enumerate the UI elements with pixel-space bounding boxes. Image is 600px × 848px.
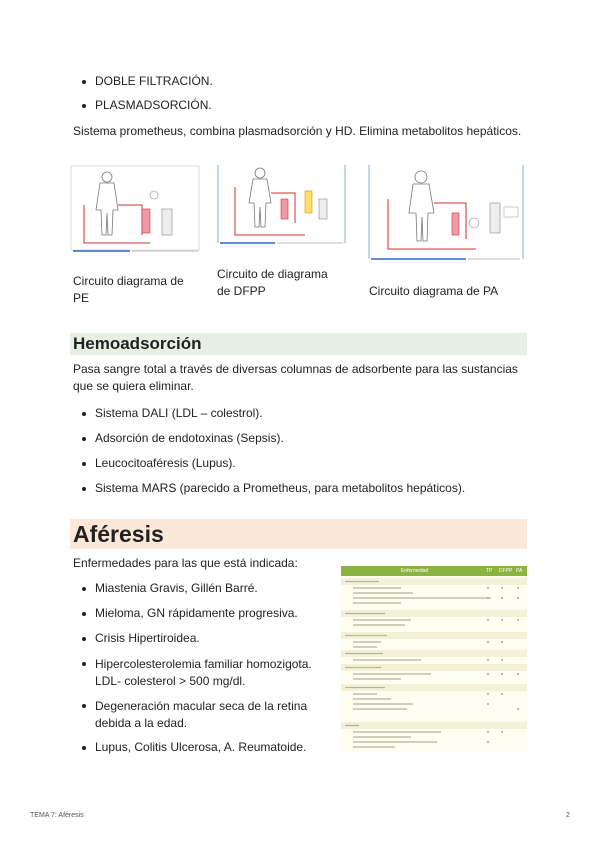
table-header-cell: TP: [486, 568, 493, 574]
top-bullet-list: [73, 74, 213, 113]
indications-table-image: [341, 566, 527, 752]
hemoadsorcion-intro: Pasa sangre total a través de diversas columnas de adsorbente para las sustancias que se quiera eliminar.: [73, 362, 518, 393]
list-item: Sistema DALI (LDL – colestrol).: [73, 406, 533, 421]
footer-page-number: 2: [566, 812, 570, 819]
pa-circuit-diagram-image: [366, 163, 526, 267]
pe-circuit-diagram-image: [70, 165, 200, 257]
figure-caption-pe: Circuito diagrama de PE: [73, 274, 184, 305]
figure-caption-dfpp: Circuito de diagrama de DFPP: [217, 267, 328, 298]
list-item: Leucocitoaféresis (Lupus).: [73, 456, 533, 471]
list-item: Miastenia Gravis, Gillén Barré.: [73, 581, 323, 596]
dfpp-circuit-diagram-image: [215, 163, 347, 247]
list-item: Mieloma, GN rápidamente progresiva.: [73, 606, 323, 621]
aferesis-intro: Enfermedades para las que está indicada:: [73, 556, 298, 570]
table-header-row: [341, 566, 527, 576]
list-item: Sistema MARS (parecido a Prometheus, para metabolitos hepáticos).: [73, 481, 533, 496]
list-item: Lupus, Colitis Ulcerosa, A. Reumatoide.: [73, 740, 323, 755]
list-item: Hipercolesterolemia familiar homozigota. LDL- colesterol > 500 mg/dl.: [73, 656, 323, 690]
figure-caption-pa: Circuito diagrama de PA: [369, 284, 499, 298]
figure-pa-diagram: [366, 163, 526, 267]
aferesis-list: [73, 581, 323, 755]
table-header-cell: DFPP: [499, 568, 513, 574]
prometheus-paragraph: Sistema prometheus, combina plasmadsorción y HD. Elimina metabolitos hepáticos.: [73, 124, 522, 138]
footer-left: TEMA 7: Aféresis: [30, 812, 84, 819]
list-item: Adsorción de endotoxinas (Sepsis).: [73, 431, 533, 446]
list-item: DOBLE FILTRACIÓN.: [73, 74, 213, 89]
section-heading-aferesis: Aféresis: [70, 519, 527, 549]
list-item: PLASMADSORCIÓN.: [73, 98, 213, 113]
list-item: Degeneración macular seca de la retina debida a la edad.: [73, 698, 323, 732]
hemoadsorcion-list: [73, 406, 533, 496]
table-header-cell: PA: [516, 568, 523, 574]
table-header-cell: Enfermedad: [401, 568, 429, 574]
section-heading-hemoadsorcion: Hemoadsorción: [70, 333, 527, 355]
figure-dfpp-diagram: [215, 163, 347, 247]
table-body-lines: [341, 576, 527, 752]
figure-pe-diagram: [70, 165, 200, 257]
list-item: Crisis Hipertiroidea.: [73, 631, 323, 646]
